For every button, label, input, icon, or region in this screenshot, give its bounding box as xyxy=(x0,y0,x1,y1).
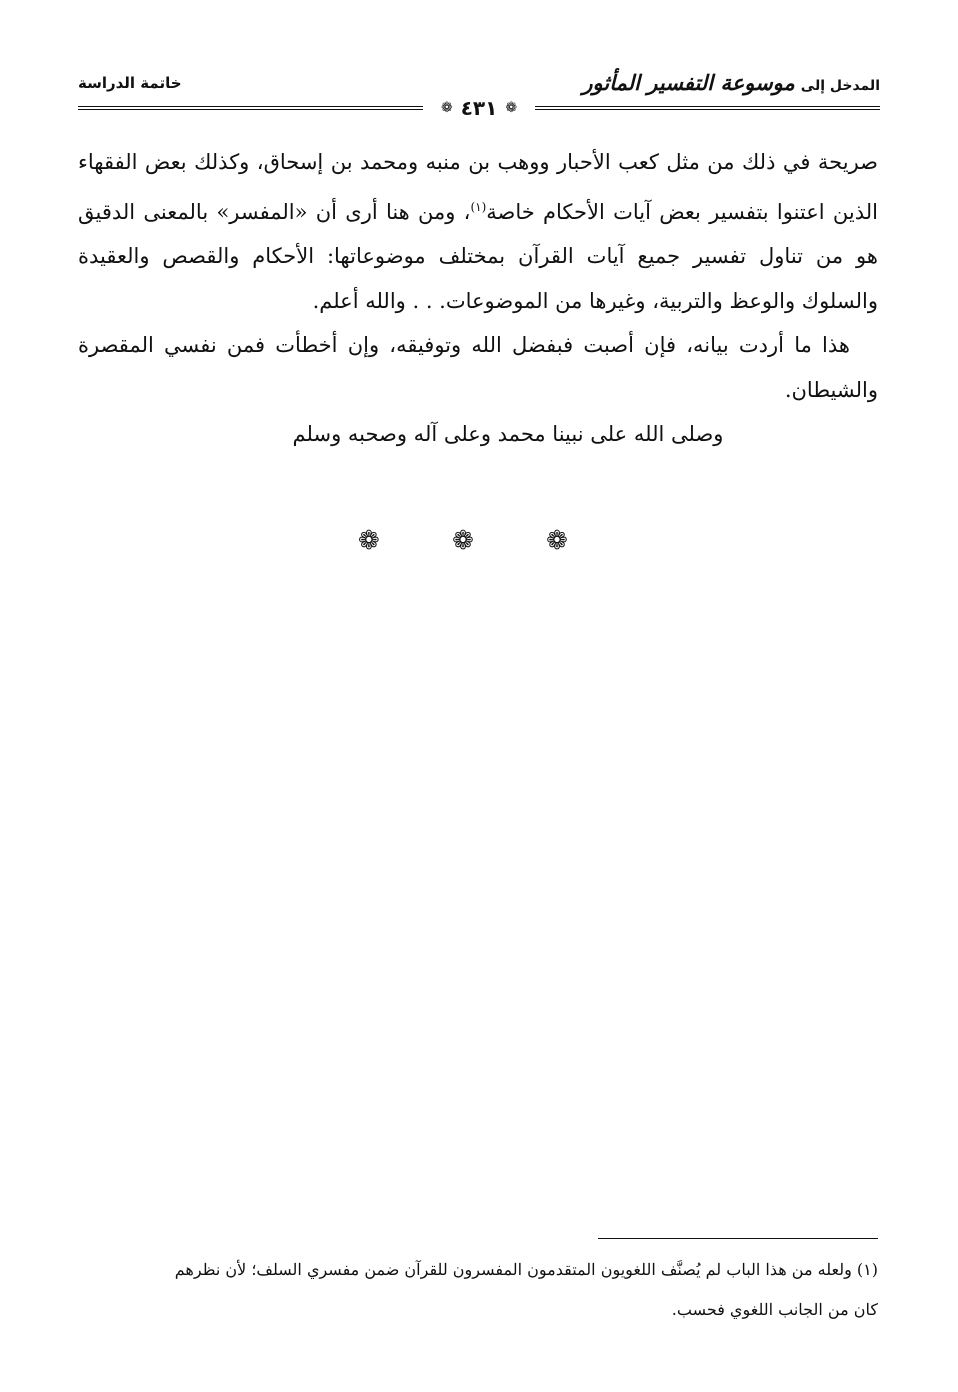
footnote-marker: (١) xyxy=(470,199,487,214)
running-head-book xyxy=(582,70,880,95)
page-header xyxy=(78,66,880,124)
page-number: ٤٣١ xyxy=(460,96,498,120)
paragraph-2: هذا ما أردت بيانه، فإن أصبت فبفضل الله وتوفيقه، وإن أخطأت فمن نفسي المقصرة والشيطان. xyxy=(78,333,878,402)
section-separator: ❁ ❁ ❁ xyxy=(358,526,600,556)
footnote xyxy=(70,1250,878,1330)
book-title: موسوعة التفسير المأثور xyxy=(582,70,795,95)
running-head-prefix: المدخل إلى xyxy=(800,78,880,94)
paragraph-1 xyxy=(78,140,878,323)
ornament-icon: ❁ xyxy=(505,100,518,116)
footnote-rule xyxy=(598,1238,878,1239)
paragraph-1-continued: ، ومن هنا أرى أن «المفسر» بالمعنى الدقيق هو من تناول تفسير جميع آيات القرآن بمختلف موضوعاتها: الأحكام والقصص والعقيدة والسلوك والوعظ والتربية، وغيرها من الموضوعات. . . والله أعلم. xyxy=(78,199,878,313)
closing-prayer: وصلى الله على نبينا محمد وعلى آله وصحبه وسلم xyxy=(292,422,724,446)
page-number-group xyxy=(441,96,517,120)
header-rule-right xyxy=(535,106,880,110)
section-title: خاتمة الدراسة xyxy=(78,74,182,92)
paragraph-1-text: صريحة في ذلك من مثل كعب الأحبار ووهب بن منبه ومحمد بن إسحاق، وكذلك بعض الفقهاء الذين اعتنوا بتفسير بعض آيات الأحكام خاصة xyxy=(78,150,878,224)
header-rule-left xyxy=(78,106,423,110)
main-text xyxy=(78,140,878,457)
footnote-line-1: (١) ولعله من هذا الباب لم يُصنَّف اللغويون المتقدمون المفسرون للقرآن ضمن مفسري السلف؛ لأن نظرهم xyxy=(174,1260,878,1279)
footnote-line-2: كان من الجانب اللغوي فحسب. xyxy=(671,1300,878,1319)
ornament-icon: ❁ xyxy=(440,100,453,116)
